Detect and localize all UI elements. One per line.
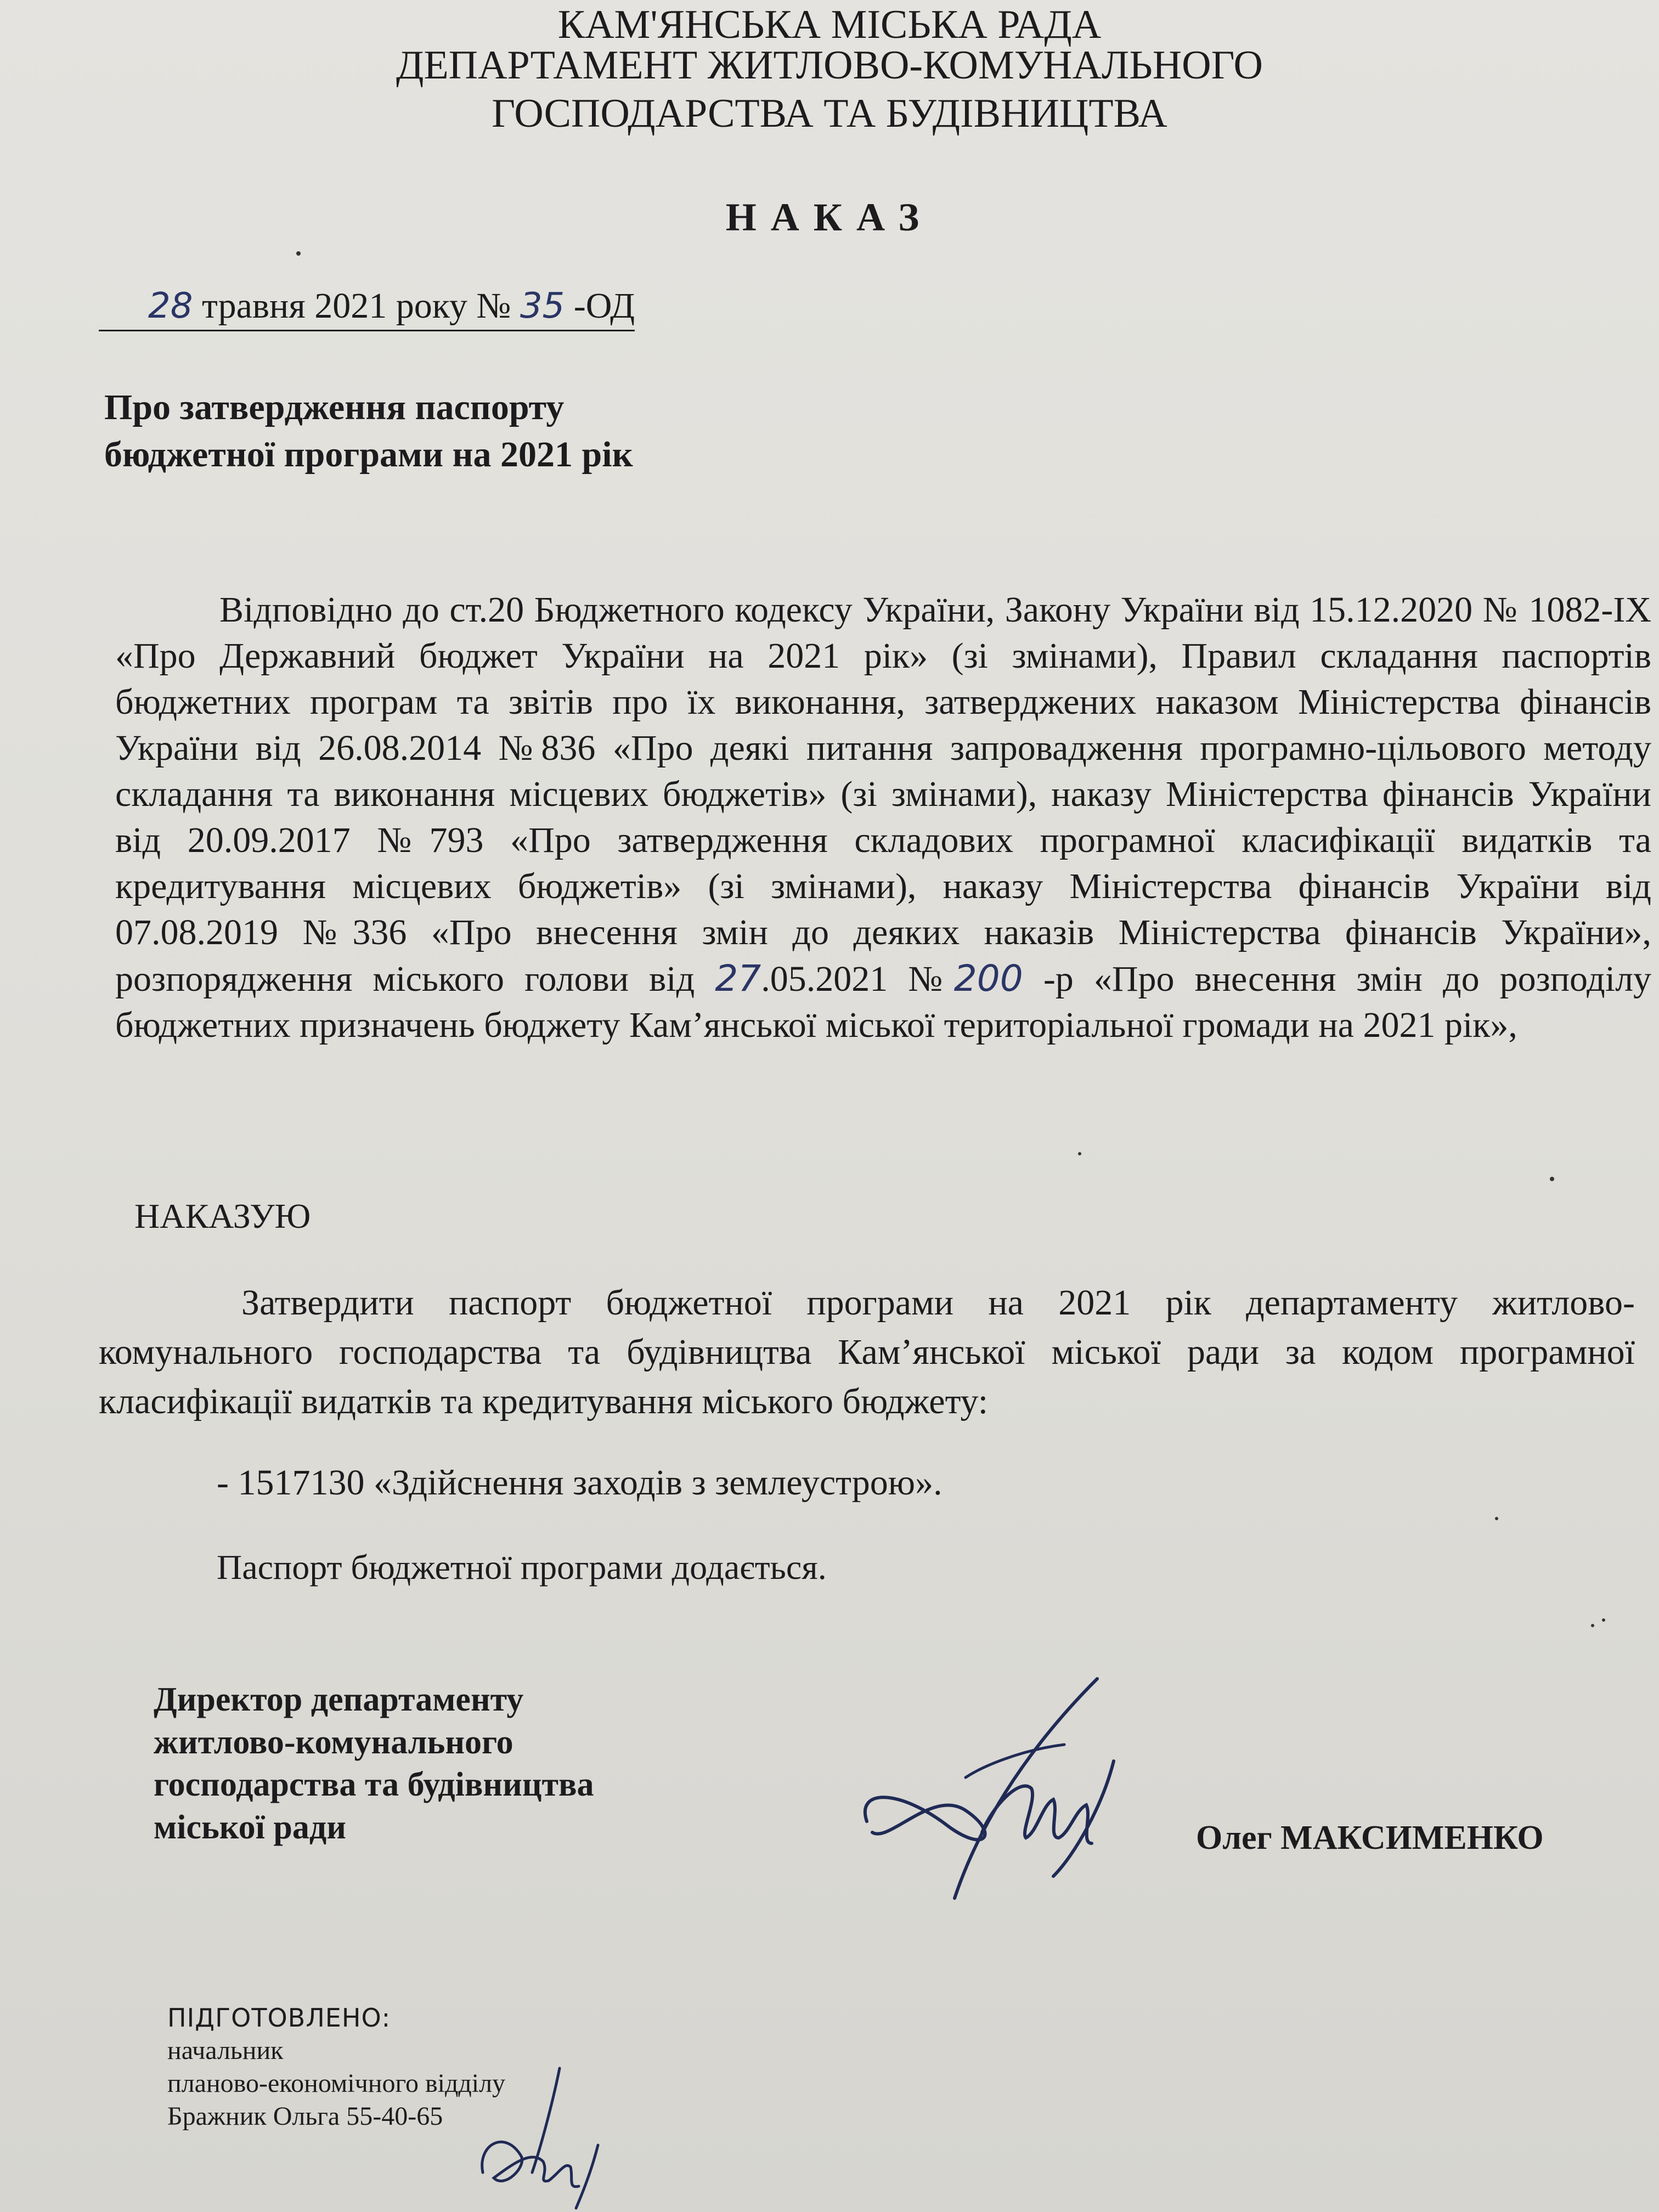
position-line-3: господарства та будівництва xyxy=(154,1766,594,1803)
order-date-line xyxy=(99,285,635,327)
paper-speck xyxy=(296,251,301,256)
approve-paragraph: Затвердити паспорт бюджетної програми на 2021 рік департаменту житлово-комунального господарства та будівництва Кам’янської міської ради за кодом програмної класифікації видатків та кредитування міського бюджету: xyxy=(99,1283,1635,1421)
position-line-2: житлово-комунального xyxy=(154,1723,514,1761)
prepared-label: ПІДГОТОВЛЕНО: xyxy=(167,2003,391,2033)
director-signature xyxy=(856,1668,1163,1909)
prepared-position-2: планово-економічного відділу xyxy=(167,2068,506,2098)
preamble-text-3: -р «Про внесення змін до розподілу бюджетних призначень бюджету Кам’янської міської територіальної громади на 2021 рік», xyxy=(115,959,1651,1045)
signatory-position xyxy=(154,1679,594,1849)
prepared-position-1: начальник xyxy=(167,2035,284,2065)
handwritten-day: 28 xyxy=(148,286,193,326)
prepared-name-phone: Бражник Ольга 55-40-65 xyxy=(167,2101,443,2131)
date-month-year: травня 2021 року № xyxy=(201,286,511,326)
header-department: ДЕПАРТАМЕНТ ЖИТЛОВО-КОМУНАЛЬНОГО xyxy=(396,43,1263,88)
subject-line-1: Про затвердження паспорту xyxy=(104,387,565,427)
paper-speck xyxy=(1591,1624,1594,1627)
preamble-paragraph xyxy=(115,587,1651,1048)
header-council: КАМ'ЯНСЬКА МІСЬКА РАДА xyxy=(557,2,1102,47)
preamble-text-2: .05.2021 № xyxy=(761,959,954,999)
order-keyword: НАКАЗУЮ xyxy=(134,1197,311,1235)
order-suffix: -ОД xyxy=(573,286,635,326)
program-item: - 1517130 «Здійснення заходів з землеустрою». xyxy=(217,1463,943,1503)
subject-line-2: бюджетної програми на 2021 рік xyxy=(104,434,633,475)
paper-speck xyxy=(1495,1517,1498,1520)
prepared-by-block xyxy=(167,2002,505,2133)
signatory-name: Олег МАКСИМЕНКО xyxy=(1196,1819,1544,1857)
paper-speck xyxy=(1078,1152,1081,1155)
header-department-cont: ГОСПОДАРСТВА ТА БУДІВНИЦТВА xyxy=(492,91,1167,136)
handwritten-decree-day: 27 xyxy=(715,957,761,1000)
paper-speck xyxy=(1550,1177,1554,1181)
order-subject xyxy=(104,384,633,478)
order-title: НАКАЗ xyxy=(725,195,934,239)
handwritten-decree-number: 200 xyxy=(953,957,1023,1000)
preamble-text-1: Відповідно до ст.20 Бюджетного кодексу України, Закону України від 15.12.2020 № 1082-IX «Про Державний бюджет України на 2021 рік» (зі змінами), Правил складання паспортів бюджетних програм та звітів про їх виконання, затверджених наказом Міністерства фінансів України від 26.08.2014 №836 «Про деякі питання запровадження програмно-цільового методу складання та виконання місцевих бюджетів» (зі змінами), наказу Міністерства фінансів України від 20.09.2017 №793 «Про затвердження складових програмної класифікації видатків та кредитування місцевих бюджетів» (зі змінами), наказу Міністерства фінансів України від 07.08.2019 №336 «Про внесення змін до деяких наказів Міністерства фінансів України», розпорядження міського голови від xyxy=(115,590,1651,999)
preparer-signature xyxy=(472,2063,614,2211)
handwritten-order-number: 35 xyxy=(520,286,565,326)
paper-speck xyxy=(1602,1618,1605,1622)
position-line-1: Директор департаменту xyxy=(154,1681,524,1718)
attachment-note: Паспорт бюджетної програми додається. xyxy=(217,1548,827,1587)
position-line-4: міської ради xyxy=(154,1808,346,1846)
date-underline xyxy=(99,330,635,331)
